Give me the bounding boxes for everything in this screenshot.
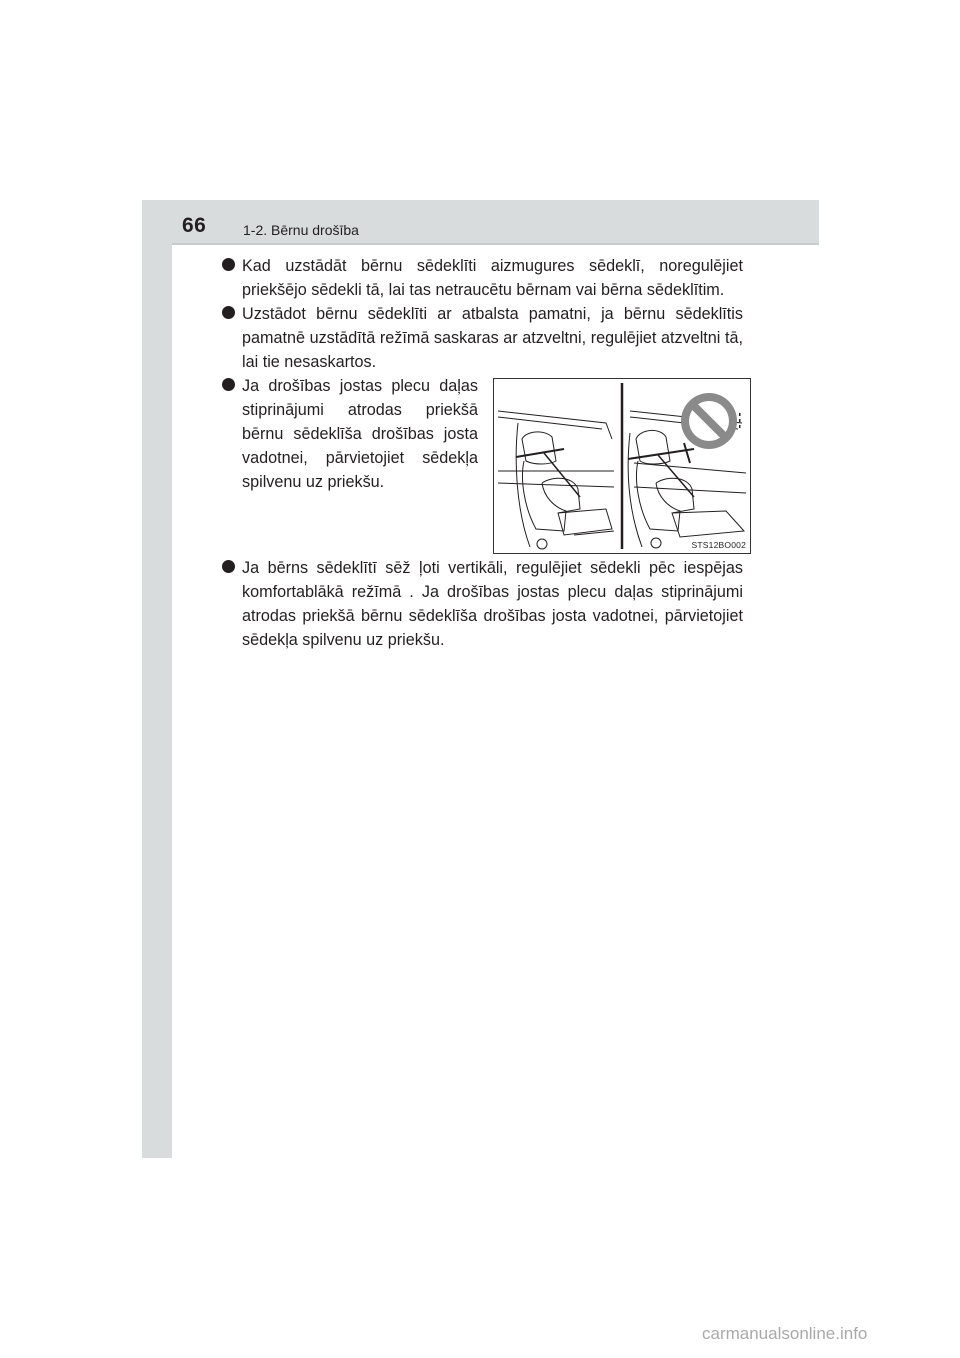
seat-illustration (493, 378, 751, 554)
section-title: 1-2. Bērnu drošība (243, 222, 359, 238)
list-item-text: Uzstādot bērnu sēdeklīti ar atbalsta pamatni, ja bērnu sēdeklītis pamatnē uzstādītā režīmā saskaras ar atzveltni, regulējiet atzveltni tā, lai tie nesaskartos. (242, 305, 743, 371)
page-number: 66 (182, 214, 207, 237)
list-item (222, 254, 743, 302)
list-item (222, 374, 478, 494)
watermark: carmanualsonline.info (702, 1324, 868, 1343)
bullet-icon (222, 560, 235, 573)
figure-code: STS12BO002 (691, 540, 746, 550)
list-item (222, 302, 743, 374)
no-entry-icon (681, 393, 737, 449)
bullet-icon (222, 306, 235, 319)
list-item-text: Ja drošības jostas plecu daļas stiprinājumi atrodas priekšā bērnu sēdeklīša drošības josta vadotnei, pārvietojiet sēdekļa spilvenu uz priekšu. (242, 377, 478, 491)
bullet-icon (222, 258, 235, 271)
list-item-text: Ja bērns sēdeklītī sēž ļoti vertikāli, regulējiet sēdekli pēc iespējas komfortablākā režīmā . Ja drošības jostas plecu daļas stiprinājumi atrodas priekšā bērnu sēdeklīša drošības josta vadotnei, pārvietojiet sēdekļa spilvenu uz priekšu. (242, 559, 743, 649)
bullet-icon (222, 378, 235, 391)
list-item-text: Kad uzstādāt bērnu sēdeklīti aizmugures sēdeklī, noregulējiet priekšējo sēdekli tā, lai tas netraucētu bērnam vai bērna sēdeklītim. (242, 257, 743, 299)
seat-drawing (494, 379, 750, 553)
header-rule (172, 243, 819, 245)
list-item (222, 556, 743, 652)
side-band (142, 200, 172, 1158)
